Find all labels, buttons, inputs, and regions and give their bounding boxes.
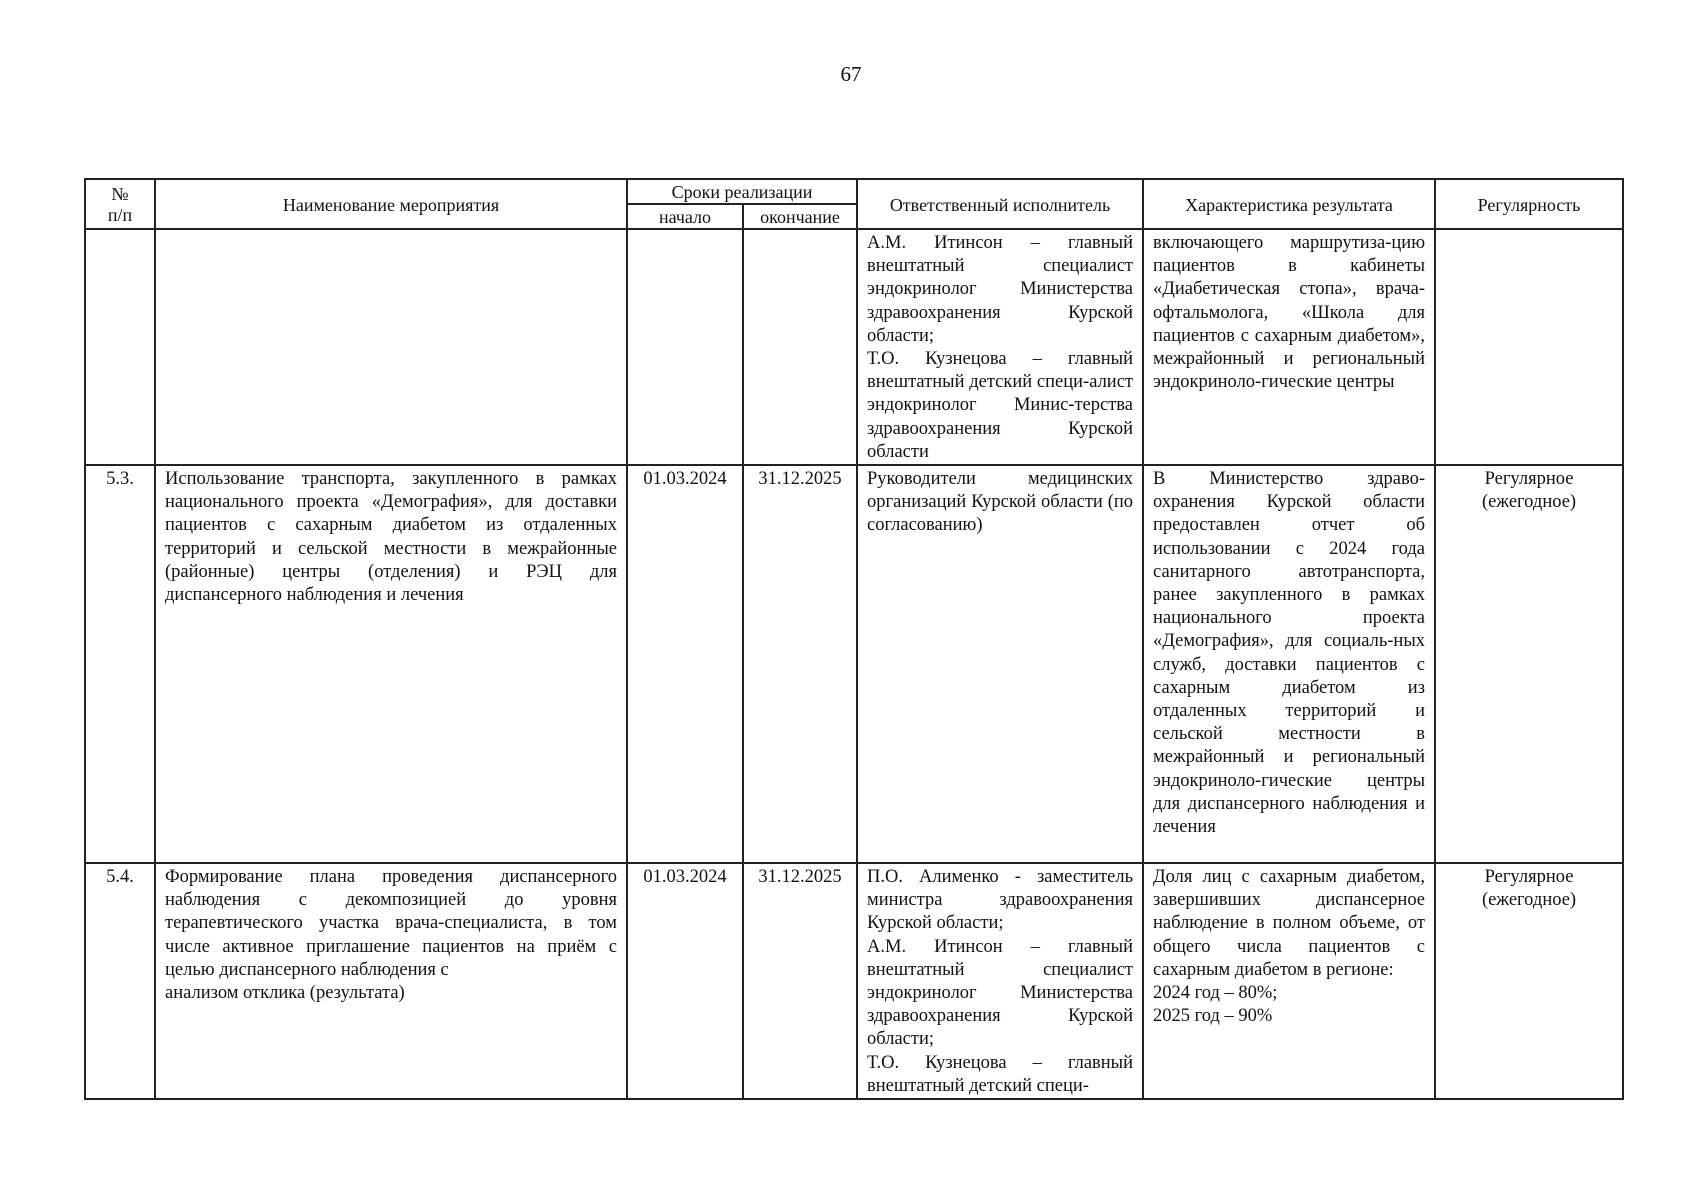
executor-line: Т.О. Кузнецова – главный внештатный детский специ-алист эндокринолог Минис-терства здравоохранения Курской области [867, 349, 1134, 462]
row-executor [857, 863, 1143, 1099]
page-number: 67 [840, 62, 862, 86]
header-name: Наименование мероприятия [155, 179, 627, 229]
row-start [627, 229, 743, 465]
row-end [743, 229, 857, 465]
row-regularity: Регулярное (ежегодное) [1435, 465, 1623, 863]
table-row [85, 863, 1623, 1099]
header-period: Сроки реализации [627, 179, 857, 204]
row-regularity: Регулярное (ежегодное) [1435, 863, 1623, 1099]
header-start: начало [627, 204, 743, 229]
row-result: Доля лиц с сахарным диабетом, завершивших диспансерное наблюдение в полном объеме, от общего числа пациентов с сахарным диабетом в регионе: [1153, 867, 1426, 980]
header-result: Характеристика результата [1143, 179, 1435, 229]
executor-line: А.М. Итинсон – главный внештатный специалист эндокринолог Министерства здравоохранения Курской области; [867, 936, 1134, 1050]
row-name: Использование транспорта, закупленного в рамках национального проекта «Демография», для доставки пациентов с сахарным диабетом из отдаленных территорий и сельской местности в межрайонные (районные) центры (отделения) и РЭЦ для диспансерного наблюдения и лечения [155, 465, 627, 863]
result-line: 2024 год – 80%; [1153, 983, 1278, 1004]
executor-line: Руководители медицинских организаций Курской области (по согласованию) [867, 469, 1134, 536]
row-start: 01.03.2024 [627, 863, 743, 1099]
row-regularity [1435, 229, 1623, 465]
header-num-label: п/п [107, 205, 133, 225]
row-num: 5.4. [85, 863, 155, 1099]
plan-table [84, 178, 1624, 1100]
result-line: 2025 год – 90% [1153, 1006, 1273, 1027]
row-start: 01.03.2024 [627, 465, 743, 863]
row-executor [857, 465, 1143, 863]
table-header [85, 179, 1623, 229]
row-name [155, 229, 627, 465]
table-row [85, 229, 1623, 465]
header-num [85, 179, 155, 229]
header-executor: Ответственный исполнитель [857, 179, 1143, 229]
row-end: 31.12.2025 [743, 465, 857, 863]
row-name: Формирование плана проведения диспансерного наблюдения с декомпозицией до уровня терапевтического участка врача-специалиста, в том числе активное приглашение пациентов на приём с целью диспансерного наблюдения с [165, 867, 617, 980]
row-end: 31.12.2025 [743, 863, 857, 1099]
header-end: окончание [743, 204, 857, 229]
row-num: 5.3. [85, 465, 155, 863]
row-result-cell [1143, 863, 1435, 1099]
row-result: В Министерство здраво-охранения Курской области предоставлен отчет об использовании с 2024 года санитарного автотранспорта, ранее закупленного в рамках национального проекта «Демография», для социаль-ных служб, доставки пациентов с сахарным диабетом из отдаленных территорий и сельской местности в межрайонный и региональный эндокриноло-гические центры для диспансерного наблюдения и лечения [1143, 465, 1435, 863]
executor-line: Т.О. Кузнецова – главный внештатный детский специ- [867, 1052, 1134, 1096]
row-name-cell [155, 863, 627, 1099]
row-name-tail: анализом отклика (результата) [165, 983, 405, 1004]
executor-line: П.О. Алименко - заместитель министра здравоохранения Курской области; [867, 867, 1134, 934]
row-executor [857, 229, 1143, 465]
header-num-symbol: № [111, 184, 129, 204]
header-regularity: Регулярность [1435, 179, 1623, 229]
table-row [85, 465, 1623, 863]
row-num [85, 229, 155, 465]
executor-line: А.М. Итинсон – главный внештатный специалист эндокринолог Министерства здравоохранения Курской области; [867, 233, 1134, 346]
row-result: включающего маршрутиза-цию пациентов в кабинеты «Диабетическая стопа», врача-офтальмолога, «Школа для пациентов с сахарным диабетом», межрайонный и региональный эндокриноло-гические центры [1143, 229, 1435, 465]
